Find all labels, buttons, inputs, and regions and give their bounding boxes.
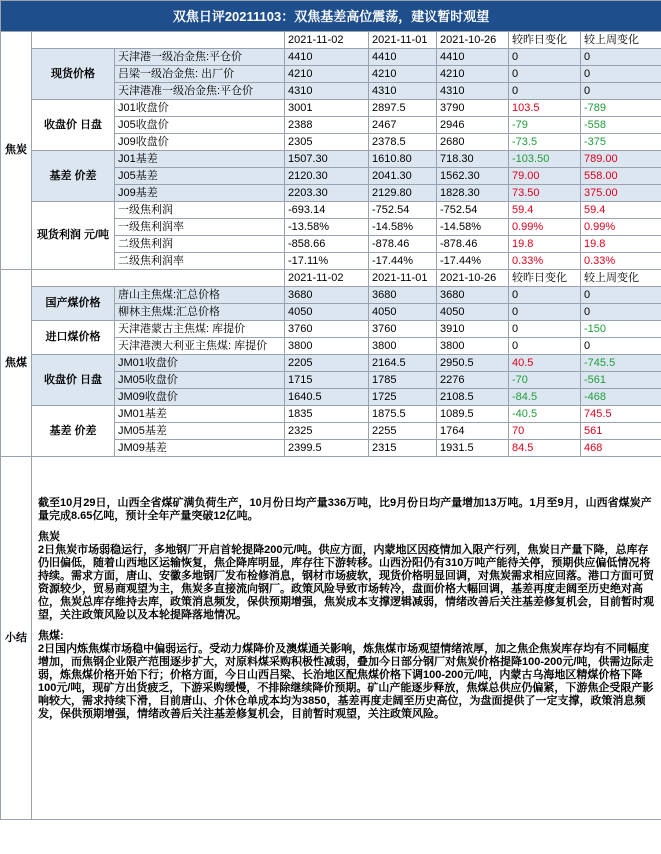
value-cell: 2950.5 — [437, 355, 509, 372]
change-cell: 19.8 — [509, 236, 581, 253]
report-title: 双焦日评20211103：双焦基差高位震荡，建议暂时观望 — [1, 1, 661, 32]
indicator-name: 天津港蒙古主焦煤: 库提价 — [115, 321, 285, 338]
change-cell: 789.00 — [581, 151, 661, 168]
value-cell: 4410 — [285, 49, 369, 66]
date-header-row — [1, 270, 661, 287]
value-cell: 2164.5 — [369, 355, 437, 372]
value-cell: -14.58% — [437, 219, 509, 236]
change-cell: 40.5 — [509, 355, 581, 372]
value-cell: 2388 — [285, 117, 369, 134]
category-label: 现货利润 元/吨 — [32, 202, 115, 270]
value-cell: 2276 — [437, 372, 509, 389]
value-cell: 1875.5 — [369, 406, 437, 423]
value-cell: 4210 — [285, 66, 369, 83]
table-row — [1, 100, 661, 117]
indicator-name: 唐山主焦煤:汇总价格 — [115, 287, 285, 304]
indicator-name: JM09基差 — [115, 440, 285, 457]
change-cell: 0.33% — [509, 253, 581, 270]
date-header: 2021-11-01 — [369, 270, 437, 287]
change-cell: 0 — [509, 83, 581, 100]
table-row — [1, 287, 661, 304]
value-cell: -17.11% — [285, 253, 369, 270]
category-label: 收盘价 日盘 — [32, 355, 115, 406]
value-cell: 1931.5 — [437, 440, 509, 457]
category-label: 基差 价差 — [32, 151, 115, 202]
value-cell: -752.54 — [437, 202, 509, 219]
indicator-name: J09收盘价 — [115, 134, 285, 151]
value-cell: 1715 — [285, 372, 369, 389]
value-cell: 2680 — [437, 134, 509, 151]
change-cell: 0 — [581, 49, 661, 66]
indicator-name: JM01基差 — [115, 406, 285, 423]
date-header: 2021-10-26 — [437, 32, 509, 49]
change-cell: 0 — [581, 287, 661, 304]
value-cell: 1835 — [285, 406, 369, 423]
value-cell: 2120.30 — [285, 168, 369, 185]
table-row — [1, 151, 661, 168]
date-header: 2021-11-02 — [285, 270, 369, 287]
indicator-name: 二级焦利润率 — [115, 253, 285, 270]
change-cell: -468 — [581, 389, 661, 406]
change-cell: -789 — [581, 100, 661, 117]
change-cell: 0 — [509, 49, 581, 66]
indicator-name: 天津港澳大利亚主焦煤: 库提价 — [115, 338, 285, 355]
value-cell: -17.44% — [369, 253, 437, 270]
value-cell: 1562.30 — [437, 168, 509, 185]
change-cell: 59.4 — [581, 202, 661, 219]
indicator-name: J05收盘价 — [115, 117, 285, 134]
indicator-name: J09基差 — [115, 185, 285, 202]
change-cell: -73.5 — [509, 134, 581, 151]
change-cell: 0 — [581, 83, 661, 100]
value-cell: 2467 — [369, 117, 437, 134]
change-cell: -745.5 — [581, 355, 661, 372]
change-cell: -84.5 — [509, 389, 581, 406]
change-header: 较上周变化 — [581, 32, 661, 49]
indicator-name: 柳林主焦煤:汇总价格 — [115, 304, 285, 321]
value-cell: 4310 — [285, 83, 369, 100]
value-cell: -14.58% — [369, 219, 437, 236]
category-label: 进口煤价格 — [32, 321, 115, 355]
change-cell: 0.99% — [509, 219, 581, 236]
value-cell: 4050 — [285, 304, 369, 321]
date-header-row — [1, 32, 661, 49]
value-cell: 1828.30 — [437, 185, 509, 202]
change-cell: 0 — [509, 66, 581, 83]
value-cell: -17.44% — [437, 253, 509, 270]
indicator-name: JM05收盘价 — [115, 372, 285, 389]
value-cell: 2897.5 — [369, 100, 437, 117]
value-cell: -878.46 — [369, 236, 437, 253]
value-cell: -752.54 — [369, 202, 437, 219]
value-cell: 3790 — [437, 100, 509, 117]
change-cell: 0 — [509, 321, 581, 338]
table-row — [1, 355, 661, 372]
date-header: 2021-11-02 — [285, 32, 369, 49]
value-cell: 2041.30 — [369, 168, 437, 185]
change-cell: -561 — [581, 372, 661, 389]
table-row — [1, 321, 661, 338]
value-cell: -13.58% — [285, 219, 369, 236]
date-header: 2021-10-26 — [437, 270, 509, 287]
indicator-name: 天津港一级冶金焦:平仓价 — [115, 49, 285, 66]
value-cell: 2946 — [437, 117, 509, 134]
coke-commentary: 2日焦炭市场弱稳运行，多地钢厂开启首轮提降200元/吨。供应方面，内蒙地区因疫情加入限产行列，焦炭日产量下降，总库存仍旧偏低，随着山西地区运输恢复，焦企降库明显，库存往下游转移。山西汾阳仍有310万吨产能待关停，预期供应偏低情况将持续。需求方面，唐山、安徽多地钢厂发布检修消息，钢材市场疲软，现货价格明显回调，对焦炭需求相应回落。港口方面可贸资源较少，贸易商观望为主，焦炭多直接流向钢厂。政策风险导致市场转冷，盘面价格大幅回调，基差再度走阔至历史绝对高位，焦炭总库存维持去库，政策消息频发，保供预期增强，焦炭成本支撑逻辑减弱，情绪改善后关注基差修复机会，目前暂时观望，关注政策风险以及本轮提降落地情况。 — [38, 544, 654, 621]
change-header: 较昨日变化 — [509, 270, 581, 287]
value-cell: 2399.5 — [285, 440, 369, 457]
value-cell: 3910 — [437, 321, 509, 338]
change-cell: -40.5 — [509, 406, 581, 423]
value-cell: 2255 — [369, 423, 437, 440]
indicator-name: JM05基差 — [115, 423, 285, 440]
change-cell: 0 — [509, 287, 581, 304]
summary-label: 小结 — [1, 457, 32, 820]
change-header: 较昨日变化 — [509, 32, 581, 49]
change-cell: 468 — [581, 440, 661, 457]
indicator-name: J05基差 — [115, 168, 285, 185]
indicator-name: 二级焦利润 — [115, 236, 285, 253]
change-cell: -103.50 — [509, 151, 581, 168]
value-cell: 4410 — [369, 49, 437, 66]
value-cell: 2129.80 — [369, 185, 437, 202]
coal-section-label: 焦煤 — [1, 270, 32, 457]
value-cell: 3760 — [285, 321, 369, 338]
summary-intro: 截至10月29日，山西全省煤矿满负荷生产，10月份日均产量336万吨，比9月份日均产量增加13万吨。1月至9月，山西省煤炭产量完成8.65亿吨，预计全年产量突破12亿吨。 — [38, 497, 652, 522]
table-row — [1, 49, 661, 66]
blank-cell — [32, 32, 285, 49]
change-cell: 0 — [509, 338, 581, 355]
value-cell: 3800 — [369, 338, 437, 355]
change-cell: -558 — [581, 117, 661, 134]
value-cell: 2205 — [285, 355, 369, 372]
change-cell: 0 — [581, 66, 661, 83]
change-cell: 0.33% — [581, 253, 661, 270]
value-cell: 1640.5 — [285, 389, 369, 406]
change-header: 较上周变化 — [581, 270, 661, 287]
coke-heading: 焦炭 — [38, 531, 60, 543]
coal-heading: 焦煤: — [38, 630, 64, 642]
value-cell: 4050 — [437, 304, 509, 321]
change-cell: 375.00 — [581, 185, 661, 202]
change-cell: 558.00 — [581, 168, 661, 185]
table-row — [1, 202, 661, 219]
change-cell: 73.50 — [509, 185, 581, 202]
value-cell: 4210 — [437, 66, 509, 83]
value-cell: 1725 — [369, 389, 437, 406]
value-cell: 4310 — [437, 83, 509, 100]
indicator-name: 一级焦利润率 — [115, 219, 285, 236]
indicator-name: J01收盘价 — [115, 100, 285, 117]
value-cell: 2315 — [369, 440, 437, 457]
value-cell: 1785 — [369, 372, 437, 389]
change-cell: 19.8 — [581, 236, 661, 253]
change-cell: 0.99% — [581, 219, 661, 236]
category-label: 收盘价 日盘 — [32, 100, 115, 151]
change-cell: 84.5 — [509, 440, 581, 457]
value-cell: -858.66 — [285, 236, 369, 253]
change-cell: 0 — [509, 304, 581, 321]
value-cell: 4310 — [369, 83, 437, 100]
value-cell: 1764 — [437, 423, 509, 440]
value-cell: 4050 — [369, 304, 437, 321]
category-label: 现货价格 — [32, 49, 115, 100]
value-cell: 2378.5 — [369, 134, 437, 151]
summary-text — [32, 457, 661, 820]
indicator-name: JM01收盘价 — [115, 355, 285, 372]
value-cell: 1089.5 — [437, 406, 509, 423]
value-cell: 718.30 — [437, 151, 509, 168]
value-cell: 3001 — [285, 100, 369, 117]
change-cell: 0 — [581, 338, 661, 355]
value-cell: -878.46 — [437, 236, 509, 253]
table-row — [1, 406, 661, 423]
value-cell: 3800 — [437, 338, 509, 355]
category-label: 基差 价差 — [32, 406, 115, 457]
indicator-name: 天津港准一级冶金焦:平仓价 — [115, 83, 285, 100]
value-cell: 3680 — [437, 287, 509, 304]
value-cell: 2203.30 — [285, 185, 369, 202]
value-cell: 3800 — [285, 338, 369, 355]
date-header: 2021-11-01 — [369, 32, 437, 49]
change-cell: 561 — [581, 423, 661, 440]
value-cell: 3760 — [369, 321, 437, 338]
value-cell: 4410 — [437, 49, 509, 66]
coke-section-label: 焦炭 — [1, 32, 32, 270]
value-cell: 2108.5 — [437, 389, 509, 406]
indicator-name: 吕梁一级冶金焦: 出厂价 — [115, 66, 285, 83]
value-cell: 1610.80 — [369, 151, 437, 168]
indicator-name: 一级焦利润 — [115, 202, 285, 219]
value-cell: -693.14 — [285, 202, 369, 219]
change-cell: 70 — [509, 423, 581, 440]
change-cell: 79.00 — [509, 168, 581, 185]
change-cell: -70 — [509, 372, 581, 389]
blank-cell — [32, 270, 285, 287]
value-cell: 2325 — [285, 423, 369, 440]
value-cell: 3680 — [285, 287, 369, 304]
summary-row — [1, 457, 661, 820]
change-cell: -150 — [581, 321, 661, 338]
change-cell: 0 — [581, 304, 661, 321]
change-cell: -375 — [581, 134, 661, 151]
change-cell: -79 — [509, 117, 581, 134]
indicator-name: JM09收盘价 — [115, 389, 285, 406]
coal-commentary: 2日国内炼焦煤市场稳中偏弱运行。受动力煤降价及澳煤通关影响，炼焦煤市场观望情绪浓厚，加之焦企焦炭库存均有不同幅度增加，而焦钢企业限产范围逐步扩大，对原料煤采购积极性减弱，叠加今日部分钢厂对焦炭价格提降100-200元/吨，供需边际走弱，炼焦煤价格开始下行；价格方面，今日山西吕梁、长治地区配焦煤价格下调100-200元/吨，内蒙古乌海地区精煤价格下降100元/吨，现矿方出货疲乏，下游采购缓慢，不排除继续降价预期。矿山产能逐步释放，焦煤总供应仍偏紧，下游焦企受限产影响较大，需求持续下滑，目前唐山、介休仓单成本均为3850，基差再度走阔至历史高位，为盘面提供了一定支撑，政策消息频发，保供预期增强，情绪改善后关注基差修复机会，目前暂时观望，关注政策风险。 — [38, 643, 654, 720]
change-cell: 59.4 — [509, 202, 581, 219]
change-cell: 103.5 — [509, 100, 581, 117]
value-cell: 3680 — [369, 287, 437, 304]
change-cell: 745.5 — [581, 406, 661, 423]
category-label: 国产煤价格 — [32, 287, 115, 321]
value-cell: 2305 — [285, 134, 369, 151]
indicator-name: J01基差 — [115, 151, 285, 168]
value-cell: 1507.30 — [285, 151, 369, 168]
value-cell: 4210 — [369, 66, 437, 83]
